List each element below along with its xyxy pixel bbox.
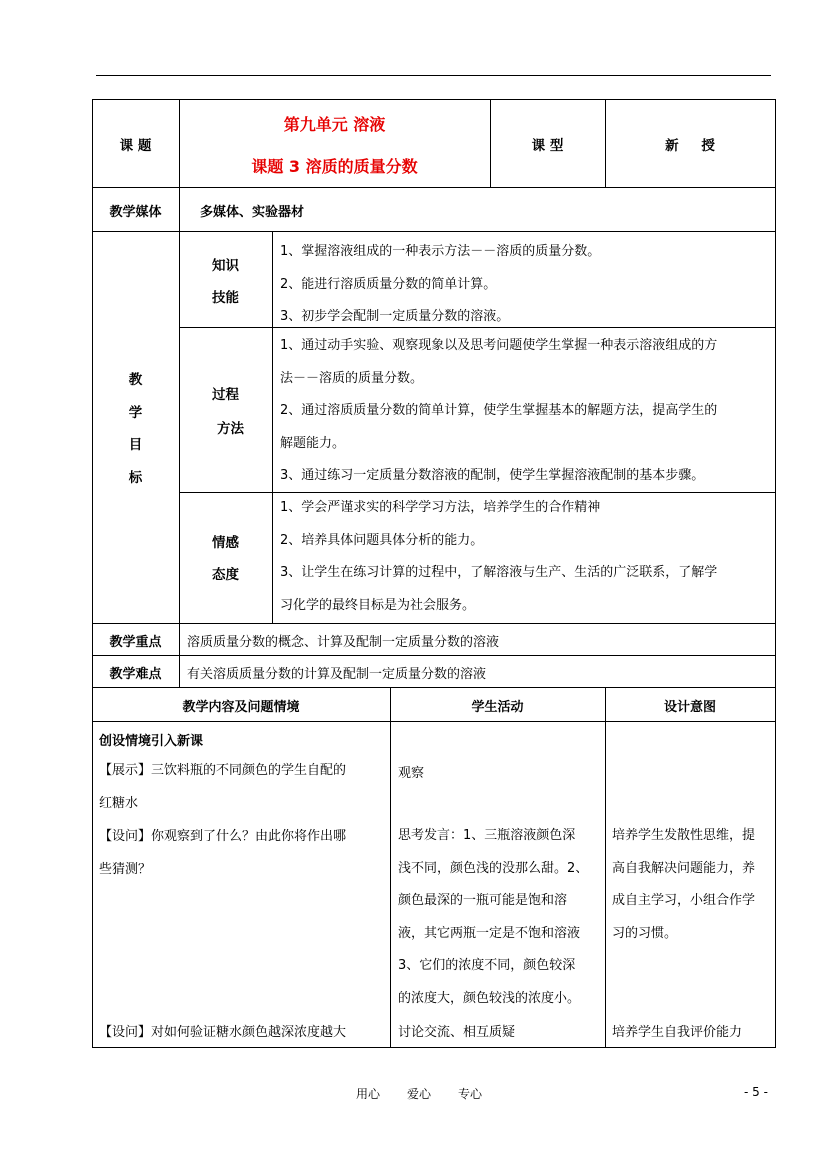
col-line [390,687,391,1047]
footer-motto-2: 爱心 [407,1087,432,1101]
difficulty-value: 有关溶质质量分数的计算及配制一定质量分数的溶液 [187,667,487,682]
lesson-title: 课题 3 溶质的质量分数 [251,157,418,176]
col-line [272,231,273,623]
activity-lines: 思考发言：1、三瓶溶液颜色深 浅不同，颜色浅的没那么甜。2、 颜色最深的一瓶可能是饱和溶 液，其它两瓶一定是不饱和溶液 3、它们的浓度不同，颜色较深 的浓度大，颜色较浅的浓度小。 [398,828,589,1006]
footer-motto-3: 专心 [458,1087,483,1101]
label-process: 过程 方法 [212,387,244,437]
label-key-point: 教学重点 [109,635,162,650]
label-goals: 教 学 目 标 [128,372,143,486]
col-header-activity: 学生活动 [471,700,524,715]
knowledge-list: 1、掌握溶液组成的一种表示方法－－溶质的质量分数。 2、能进行溶质质量分数的简单计算。 3、初步学会配制一定质量分数的溶液。 [280,244,601,324]
page-number: - 5 - [744,1085,768,1099]
row-line [92,687,776,688]
media-value: 多媒体、实验器材 [200,205,305,220]
type-value: 新 授 [665,138,715,154]
col-line [605,687,606,1047]
section-title: 创设情境引入新课 [99,734,204,749]
label-emotion: 情感 态度 [212,535,239,583]
label-knowledge: 知识 技能 [212,258,239,306]
table-bottom [92,1047,776,1048]
emotion-list: 1、学会严谨求实的科学学习方法，培养学生的合作精神 2、培养具体问题具体分析的能力。 3、让学生在练习计算的过程中，了解溶液与生产、生活的广泛联系，了解学 习化学的最终目标是为社会服务。 [280,500,718,613]
activity-observe: 观察 [398,766,425,781]
row-line [92,623,776,624]
intent-lines: 培养学生发散性思维，提 高自我解决问题能力，养 成自主学习，小组合作学 习的习惯。 [612,828,756,941]
intent-last: 培养学生自我评价能力 [612,1025,743,1040]
label-difficulty: 教学难点 [109,667,162,682]
row-line [92,187,776,188]
row-line [92,231,776,232]
footer-motto-1: 用心 [356,1087,381,1101]
table-top [92,99,776,100]
process-list: 1、通过动手实验、观察现象以及思考问题使学生掌握一种表示溶液组成的方 法－－溶质的质量分数。 2、通过溶质质量分数的简单计算，使学生掌握基本的解题方法，提高学生的 解题能力。 3、通过练习一定质量分数溶液的配制，使学生掌握溶液配制的基本步骤。 [280,338,718,483]
col-header-content: 教学内容及问题情境 [182,700,300,715]
label-media: 教学媒体 [109,205,162,220]
unit-title: 第九单元 溶液 [283,115,386,134]
col-header-intent: 设计意图 [663,700,716,715]
activity-last: 讨论交流、相互质疑 [398,1025,516,1040]
label-topic: 课 题 [119,138,152,154]
label-type: 课 型 [531,138,564,154]
row-line [92,721,776,722]
content-last: 【设问】对如何验证糖水颜色越深浓度越大 [99,1025,347,1040]
col-line [92,99,93,1047]
col-line [775,99,776,1047]
row-line [92,655,776,656]
content-lines: 【展示】三饮料瓶的不同颜色的学生自配的 红糖水 【设问】你观察到了什么？由此你将作出哪 些猜测？ [99,763,347,877]
header-rule [96,75,771,76]
key-point-value: 溶质质量分数的概念、计算及配制一定质量分数的溶液 [187,635,500,650]
